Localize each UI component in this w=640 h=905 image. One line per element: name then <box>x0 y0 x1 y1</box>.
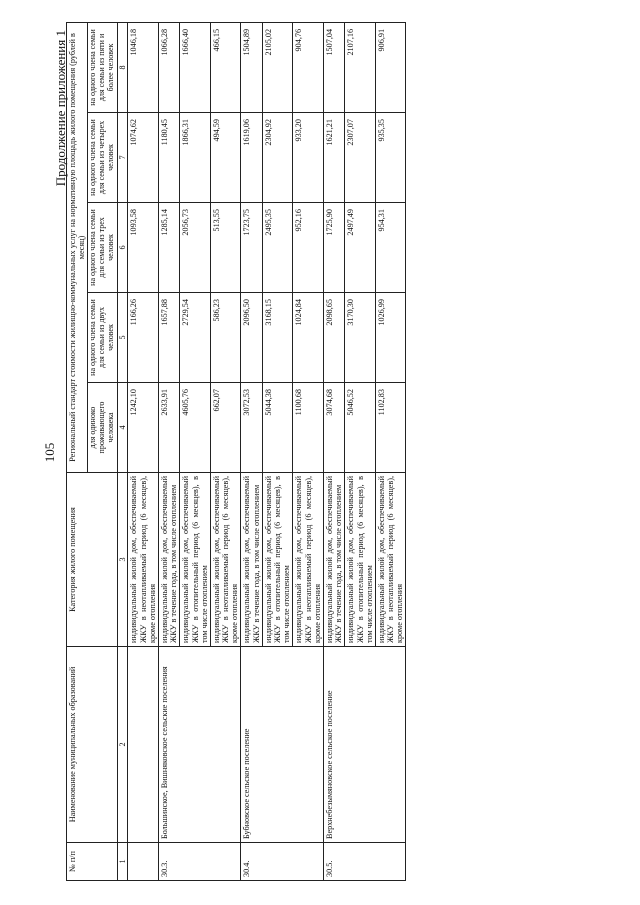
col-index: 3 <box>118 473 128 647</box>
value-cell: 513,55 <box>210 203 241 293</box>
municipality-name: Бубновское сельское поселение <box>241 647 324 843</box>
table-row <box>128 22 159 880</box>
value-cell: 662,07 <box>210 383 241 473</box>
table-row <box>241 22 262 880</box>
value-cell: 2729,54 <box>180 293 211 383</box>
value-cell: 2307,07 <box>345 113 376 203</box>
housing-category: индивидуальный жилой дом, обеспечиваемый ЖКУ в неотапливаемый период (6 месяцев), кроме отопления <box>128 473 159 647</box>
value-cell: 2105,02 <box>262 22 293 112</box>
value-cell: 2098,65 <box>323 293 344 383</box>
value-cell: 935,35 <box>375 113 406 203</box>
housing-category: индивидуальный жилой дом, обеспечиваемый ЖКУ в отопительный период (6 месяцев), в том числе отоплением <box>262 473 293 647</box>
value-cell: 1024,84 <box>293 293 324 383</box>
value-cell: 1621,21 <box>323 113 344 203</box>
value-cell: 3074,68 <box>323 383 344 473</box>
header-sub-3: на одного члена семьи для семьи из трех человек <box>88 203 118 293</box>
value-cell: 954,31 <box>375 203 406 293</box>
value-cell: 1507,04 <box>323 22 344 112</box>
header-num: № п/п <box>67 843 118 881</box>
value-cell: 586,23 <box>210 293 241 383</box>
value-cell: 933,20 <box>293 113 324 203</box>
value-cell: 1046,18 <box>128 22 159 112</box>
housing-category: индивидуальный жилой дом, обеспечиваемый ЖКУ в отопительный период (6 месяцев), в том числе отоплением <box>345 473 376 647</box>
value-cell: 2096,50 <box>241 293 262 383</box>
column-index-row <box>118 22 128 880</box>
appendix-title: Продолжение приложения 1 <box>53 30 68 187</box>
col-index: 5 <box>118 293 128 383</box>
value-cell: 1242,10 <box>128 383 159 473</box>
value-cell: 2495,35 <box>262 203 293 293</box>
value-cell: 906,91 <box>375 22 406 112</box>
col-index: 6 <box>118 203 128 293</box>
row-number: 30.5. <box>323 843 406 881</box>
value-cell: 904,76 <box>293 22 324 112</box>
value-cell: 5044,38 <box>262 383 293 473</box>
value-cell: 5046,52 <box>345 383 376 473</box>
header-sub-2: на одного члена семьи для семьи из двух человек <box>88 293 118 383</box>
header-name: Наименование муниципальных образований <box>67 647 118 843</box>
row-number: 30.4. <box>241 843 324 881</box>
value-cell: 2497,49 <box>345 203 376 293</box>
value-cell: 466,15 <box>210 22 241 112</box>
value-cell: 1657,88 <box>158 293 179 383</box>
header-category: Категория жилого помещения <box>67 473 118 647</box>
value-cell: 2304,92 <box>262 113 293 203</box>
value-cell: 1066,28 <box>158 22 179 112</box>
header-standard: Региональный стандарт стоимости жилищно-коммунальных услуг на нормативную площадь жилого помещения (рублей в месяц) <box>67 22 88 472</box>
value-cell: 2633,91 <box>158 383 179 473</box>
value-cell: 4605,76 <box>180 383 211 473</box>
housing-category: индивидуальный жилой дом, обеспечиваемый ЖКУ в течение года, в том числе отоплением <box>323 473 344 647</box>
value-cell: 1866,31 <box>180 113 211 203</box>
value-cell: 1285,14 <box>158 203 179 293</box>
col-index: 4 <box>118 383 128 473</box>
value-cell: 494,59 <box>210 113 241 203</box>
value-cell: 1026,99 <box>375 293 406 383</box>
housing-category: индивидуальный жилой дом, обеспечиваемый ЖКУ в течение года, в том числе отоплением <box>241 473 262 647</box>
value-cell: 1666,40 <box>180 22 211 112</box>
value-cell: 1093,58 <box>128 203 159 293</box>
col-index: 1 <box>118 843 128 881</box>
housing-category: индивидуальный жилой дом, обеспечиваемый ЖКУ в течение года, в том числе отоплением <box>158 473 179 647</box>
header-sub-4: на одного члена семьи для семьи из четырех человек <box>88 113 118 203</box>
value-cell: 1723,75 <box>241 203 262 293</box>
header-sub-1: для одиноко проживающего человека <box>88 383 118 473</box>
municipality-name: Верхнебезымяновское сельское поселение <box>323 647 406 843</box>
tariff-table <box>66 22 406 881</box>
page-number: 105 <box>42 442 57 463</box>
value-cell: 1725,90 <box>323 203 344 293</box>
value-cell: 3170,30 <box>345 293 376 383</box>
housing-category: индивидуальный жилой дом, обеспечиваемый ЖКУ в отопительный период (6 месяцев), в том числе отоплением <box>180 473 211 647</box>
municipality-name: Большинское, Вишняковское сельские поселения <box>158 647 241 843</box>
municipality-name <box>128 647 159 843</box>
table-row <box>323 22 344 880</box>
value-cell: 952,16 <box>293 203 324 293</box>
housing-category: индивидуальный жилой дом, обеспечиваемый ЖКУ в неотапливаемый период (6 месяцев), кроме отопления <box>293 473 324 647</box>
row-number: 30.3. <box>158 843 241 881</box>
table-row <box>158 22 179 880</box>
housing-category: индивидуальный жилой дом, обеспечиваемый ЖКУ в неотапливаемый период (6 месяцев), кроме отопления <box>375 473 406 647</box>
row-number <box>128 843 159 881</box>
value-cell: 1166,26 <box>128 293 159 383</box>
housing-category: индивидуальный жилой дом, обеспечиваемый ЖКУ в неотапливаемый период (6 месяцев), кроме отопления <box>210 473 241 647</box>
col-index: 8 <box>118 22 128 112</box>
value-cell: 2056,73 <box>180 203 211 293</box>
value-cell: 1180,45 <box>158 113 179 203</box>
value-cell: 1619,06 <box>241 113 262 203</box>
header-sub-5: на одного члена семьи для семьи из пяти и более человек <box>88 22 118 112</box>
value-cell: 1074,62 <box>128 113 159 203</box>
col-index: 2 <box>118 647 128 843</box>
value-cell: 1100,68 <box>293 383 324 473</box>
col-index: 7 <box>118 113 128 203</box>
value-cell: 1102,83 <box>375 383 406 473</box>
value-cell: 1504,89 <box>241 22 262 112</box>
value-cell: 2107,16 <box>345 22 376 112</box>
value-cell: 3168,15 <box>262 293 293 383</box>
value-cell: 3072,53 <box>241 383 262 473</box>
